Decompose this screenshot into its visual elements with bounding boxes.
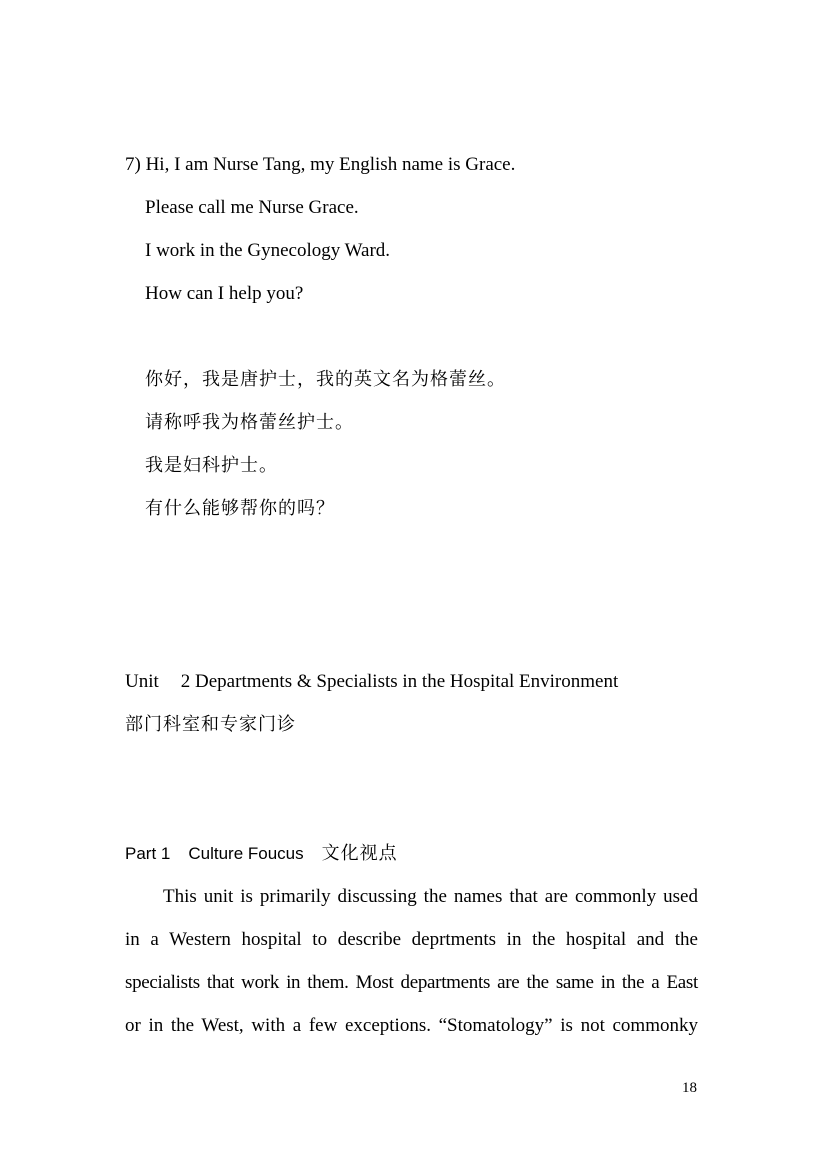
dialogue-zh-line-3: 我是妇科护士。 xyxy=(145,455,278,476)
dialogue-en-line-1 xyxy=(125,154,515,176)
dialogue-zh-line-1: 你好，我是唐护士，我的英文名为格蕾丝。 xyxy=(145,369,506,390)
dialogue-en-line-2: Please call me Nurse Grace. xyxy=(145,197,359,218)
unit-label: Unit xyxy=(125,671,159,692)
part-title: Culture Foucus xyxy=(188,844,304,863)
paragraph-line-4: or in the West, with a few exceptions. “Stomatology” is not commonky xyxy=(125,1015,698,1036)
dialogue-en-line-3: I work in the Gynecology Ward. xyxy=(145,240,391,261)
dialogue-zh-line-4: 有什么能够帮你的吗？ xyxy=(145,498,335,519)
paragraph-line-2: in a Western hospital to describe deprtments in the hospital and the xyxy=(125,929,698,950)
dialogue-number: 7) xyxy=(125,154,141,175)
part-title-zh: 文化视点 xyxy=(321,843,398,864)
part-label: Part 1 xyxy=(125,844,171,863)
page-number: 18 xyxy=(682,1080,697,1096)
unit-title: 2 Departments & Specialists in the Hospital Environment xyxy=(180,671,619,692)
dialogue-en-text-1: Hi, I am Nurse Tang, my English name is Grace. xyxy=(145,154,516,175)
unit-heading xyxy=(125,671,618,693)
dialogue-en-line-4: How can I help you? xyxy=(145,283,304,304)
unit-title-zh: 部门科室和专家门诊 xyxy=(125,714,296,735)
dialogue-zh-line-2: 请称呼我为格蕾丝护士。 xyxy=(145,412,354,433)
paragraph-line-3: specialists that work in them. Most departments are the same in the a East xyxy=(125,972,698,993)
part-heading xyxy=(125,843,398,865)
paragraph-line-1: This unit is primarily discussing the names that are commonly used xyxy=(163,886,698,907)
